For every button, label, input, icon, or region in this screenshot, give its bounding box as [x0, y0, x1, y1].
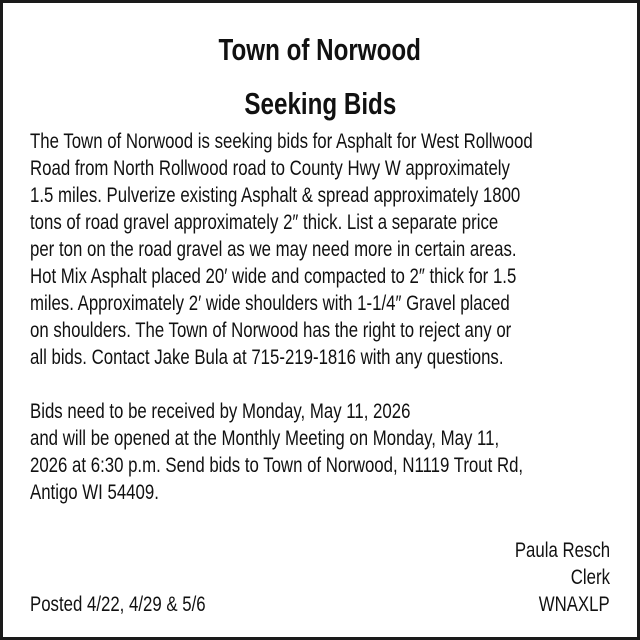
body-line: Bids need to be received by Monday, May 11, 2026	[30, 400, 411, 423]
body-line: tons of road gravel approximately 2″ thick. List a separate price	[30, 211, 499, 234]
body-line: Road from North Rollwood road to County Hwy W approximately	[30, 157, 510, 180]
body-line: per ton on the road gravel as we may need more in certain areas.	[30, 238, 517, 261]
body-line: 2026 at 6:30 p.m. Send bids to Town of Norwood, N1119 Trout Rd,	[30, 454, 524, 477]
title-line-2: Seeking Bids	[244, 86, 396, 121]
posted-dates: Posted 4/22, 4/29 & 5/6	[30, 593, 206, 616]
title-line-1: Town of Norwood	[218, 32, 422, 67]
notice-title	[3, 33, 637, 67]
notice-code: WNAXLP	[539, 593, 610, 616]
body-line: miles. Approximately 2′ wide shoulders with 1-1/4″ Gravel placed	[30, 292, 510, 315]
body-line: on shoulders. The Town of Norwood has the right to reject any or	[30, 319, 512, 342]
body-line: all bids. Contact Jake Bula at 715-219-1816 with any questions.	[30, 346, 504, 369]
body-line: 1.5 miles. Pulverize existing Asphalt & spread approximately 1800	[30, 184, 521, 207]
body-line: and will be opened at the Monthly Meeting on Monday, May 11,	[30, 427, 500, 450]
signature-name: Paula Resch	[514, 539, 610, 562]
body-line: Antigo WI 54409.	[30, 481, 159, 504]
signature-role: Clerk	[570, 566, 610, 589]
body-line: The Town of Norwood is seeking bids for Asphalt for West Rollwood	[30, 130, 533, 153]
body-line: Hot Mix Asphalt placed 20′ wide and compacted to 2″ thick for 1.5	[30, 265, 517, 288]
notice-subtitle	[3, 87, 637, 121]
